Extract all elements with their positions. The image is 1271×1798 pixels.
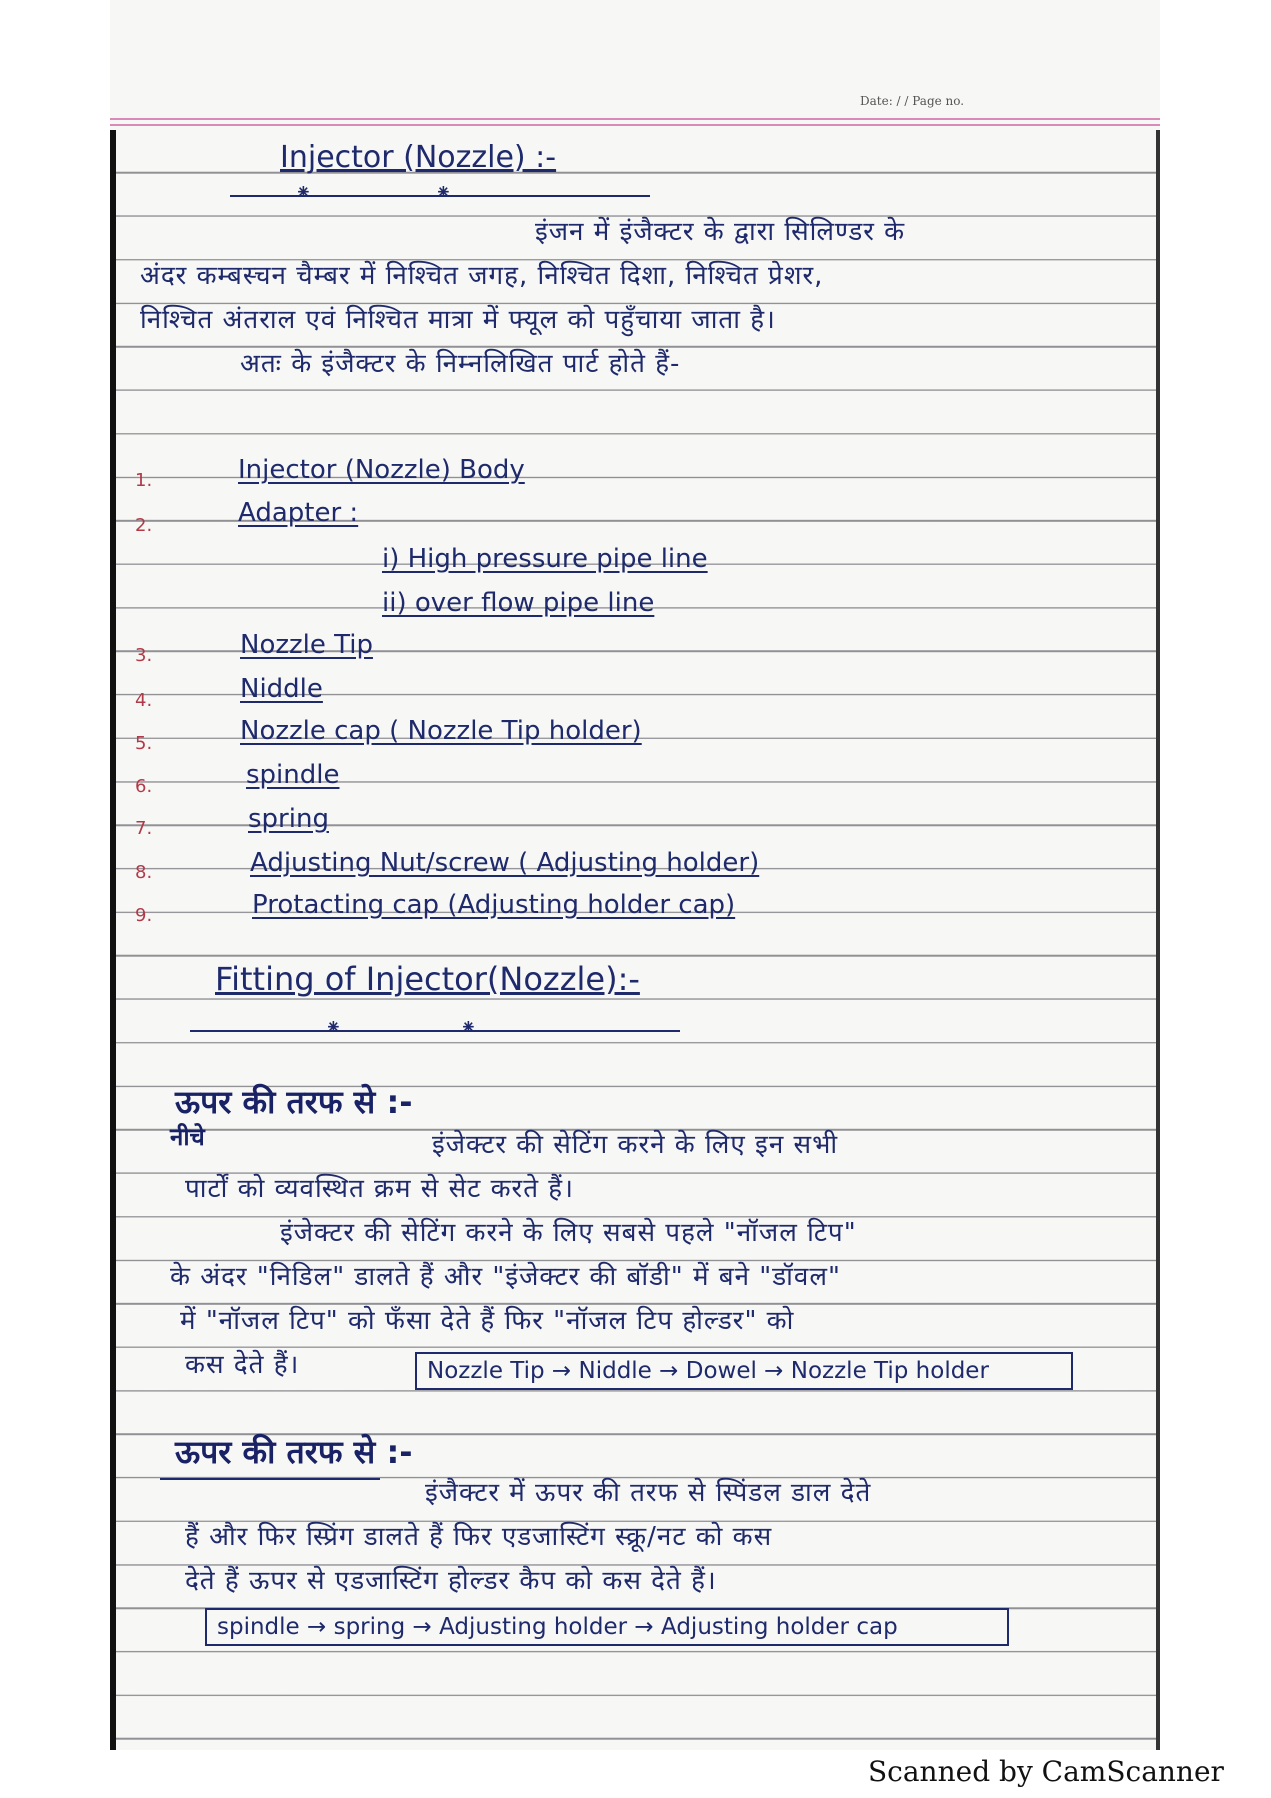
sub2-line-3: देते हैं ऊपर से एडजास्टिंग होल्डर कैप को कस देते हैं। xyxy=(185,1566,717,1596)
sub1-line-3: इंजेक्टर की सेटिंग करने के लिए सबसे पहले "नॉजल टिप" xyxy=(280,1218,857,1248)
list-item-number: 4. xyxy=(135,690,153,711)
page-header-area xyxy=(110,0,1160,130)
section-title-fitting: Fitting of Injector(Nozzle):- xyxy=(215,960,640,998)
subsection-heading-note: नीचे xyxy=(170,1123,205,1151)
flow-box-nozzle-tip: Nozzle Tip → Niddle → Dowel → Nozzle Tip holder xyxy=(415,1352,1073,1390)
date-page-label: Date: / / Page no. xyxy=(860,94,965,108)
notebook-page xyxy=(110,0,1160,1750)
list-item: Adapter : xyxy=(238,498,359,528)
list-item: Protacting cap (Adjusting holder cap) xyxy=(252,890,736,920)
list-item-number: 1. xyxy=(135,470,153,491)
section-title-injector: Injector (Nozzle) :- xyxy=(280,140,557,175)
list-item: Niddle xyxy=(240,674,323,704)
sub2-line-1: इंजैक्टर में ऊपर की तरफ से स्पिंडल डाल देते xyxy=(425,1478,872,1508)
subsection-heading: ऊपर की तरफ से :- xyxy=(175,1433,413,1471)
heading-underline xyxy=(160,1478,380,1480)
list-item: Nozzle Tip xyxy=(240,630,373,660)
star-decoration: ⁕ xyxy=(325,1015,342,1039)
camscanner-watermark: Scanned by CamScanner xyxy=(868,1755,1224,1788)
sub1-line-6: कस देते हैं। xyxy=(185,1350,300,1380)
list-item: spring xyxy=(248,804,329,834)
star-decoration: ⁕ xyxy=(295,180,312,204)
list-subitem: ii) over flow pipe line xyxy=(382,588,655,618)
intro-line-3: निश्चित अंतराल एवं निश्चित मात्रा में फ्यूल को पहुँचाया जाता है। xyxy=(140,305,776,335)
sub2-line-2: हैं और फिर स्प्रिंग डालते हैं फिर एडजास्टिंग स्क्रू/नट को कस xyxy=(185,1522,773,1552)
intro-line-2: अंदर कम्बस्चन चैम्बर में निश्चित जगह, निश्चित दिशा, निश्चित प्रेशर, xyxy=(140,261,824,291)
intro-line-1: इंजन में इंजैक्टर के द्वारा सिलिण्डर के xyxy=(535,217,906,247)
list-item-number: 7. xyxy=(135,818,153,839)
sub1-line-5: में "नॉजल टिप" को फँसा देते हैं फिर "नॉजल टिप होल्डर" को xyxy=(180,1306,795,1336)
subsection-heading: ऊपर की तरफ से :- xyxy=(175,1083,413,1121)
header-pink-line-2 xyxy=(110,124,1160,126)
list-item: spindle xyxy=(246,760,340,790)
sub1-line-4: के अंदर "निडिल" डालते हैं और "इंजेक्टर की बॉडी" में बने "डॉवल" xyxy=(170,1262,841,1292)
list-item-number: 8. xyxy=(135,862,153,883)
intro-line-4: अतः के इंजैक्टर के निम्नलिखित पार्ट होते हैं- xyxy=(240,349,681,379)
list-item-number: 9. xyxy=(135,905,153,926)
flow-box-spindle: spindle → spring → Adjusting holder → Adjusting holder cap xyxy=(205,1608,1009,1646)
list-item: Nozzle cap ( Nozzle Tip holder) xyxy=(240,716,642,746)
list-item: Injector (Nozzle) Body xyxy=(238,455,525,485)
list-item-number: 6. xyxy=(135,776,153,797)
sub1-line-1: इंजेक्टर की सेटिंग करने के लिए इन सभी xyxy=(432,1130,839,1160)
list-item: Adjusting Nut/screw ( Adjusting holder) xyxy=(250,848,760,878)
star-decoration: ⁕ xyxy=(435,180,452,204)
title-underline xyxy=(190,1030,680,1032)
star-decoration: ⁕ xyxy=(460,1015,477,1039)
list-item-number: 5. xyxy=(135,733,153,754)
list-item-number: 2. xyxy=(135,515,153,536)
header-pink-line xyxy=(110,118,1160,120)
list-item-number: 3. xyxy=(135,645,153,666)
list-subitem: i) High pressure pipe line xyxy=(382,544,708,574)
sub1-line-2: पार्टों को व्यवस्थित क्रम से सेट करते हैं। xyxy=(185,1174,574,1204)
